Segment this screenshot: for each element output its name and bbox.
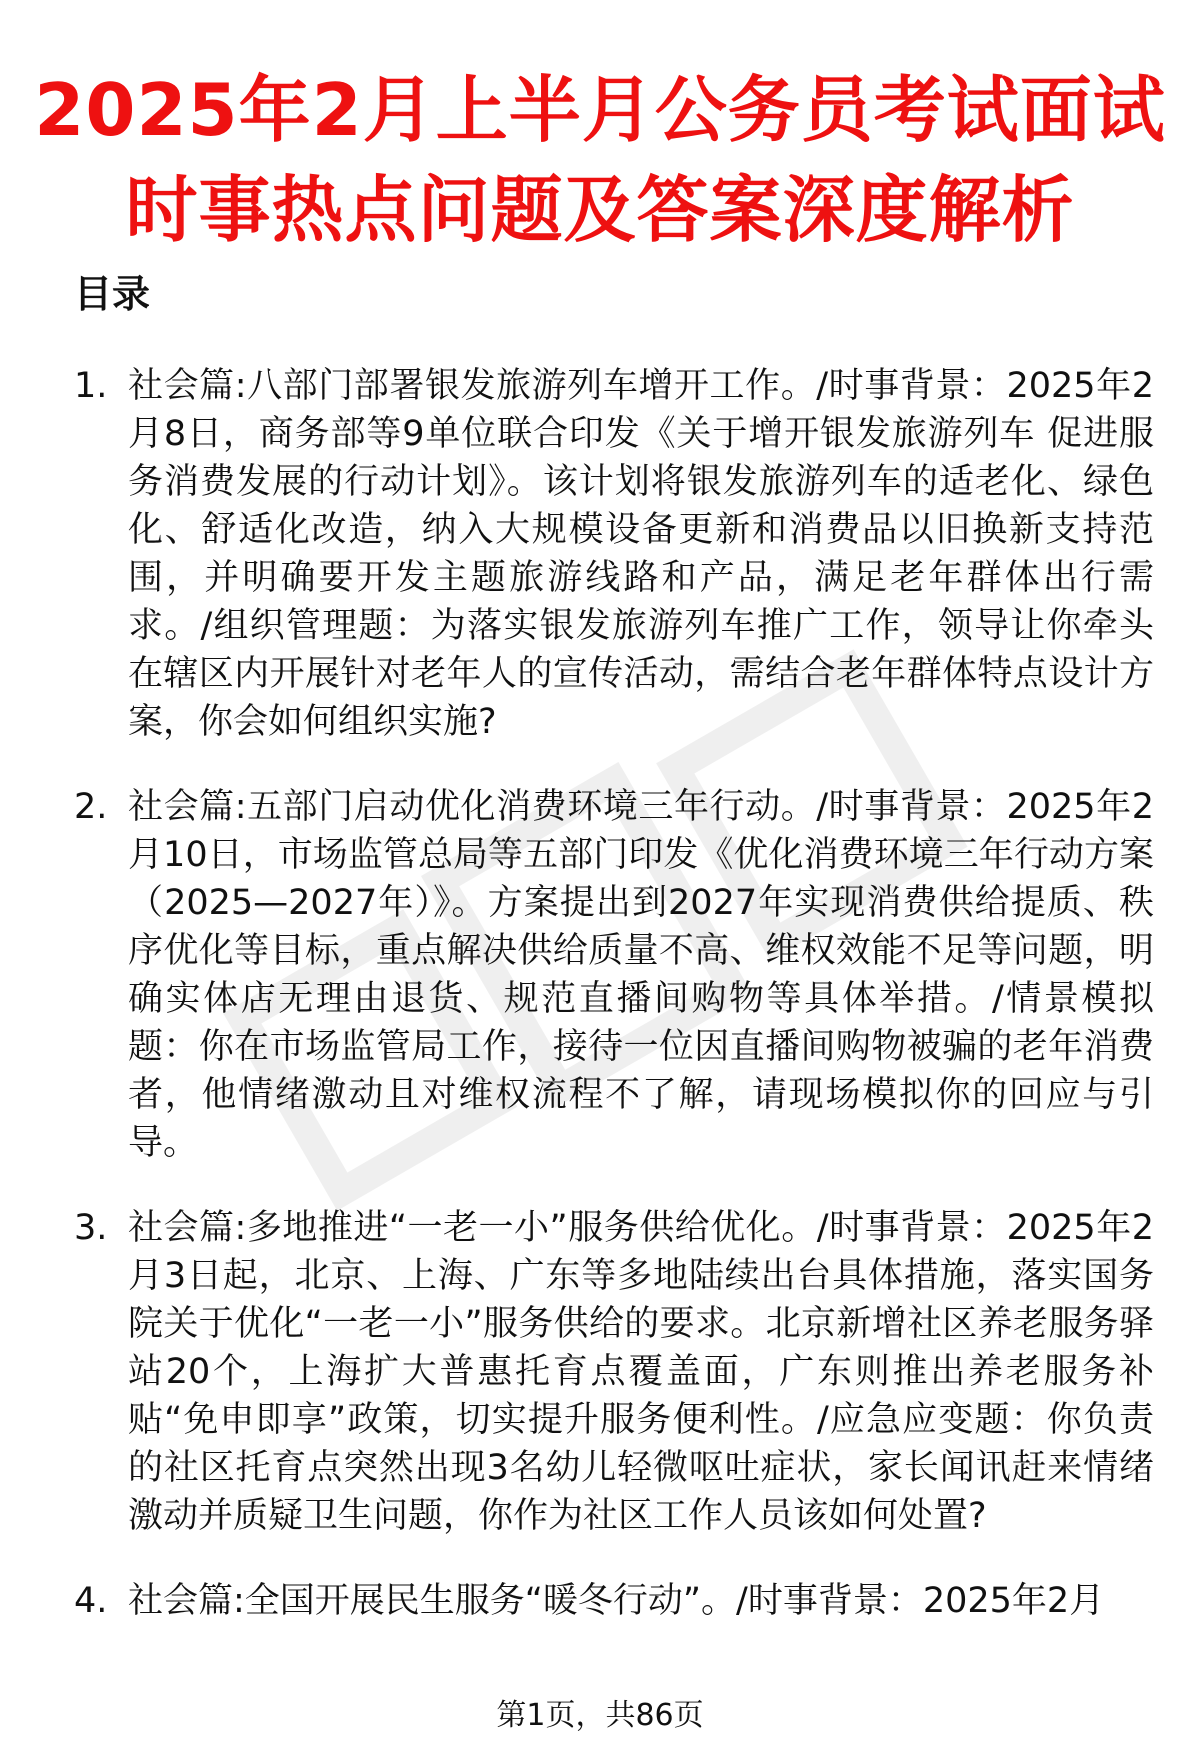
item-text: 社会篇:八部门部署银发旅游列车增开工作。/时事背景：2025年2月8日，商务部等9单位联合印发《关于增开银发旅游列车 促进服务消费发展的行动计划》。该计划将银发旅游列车的适老化、绿色化、舒适化改造，纳入大规模设备更新和消费品以旧换新支持范围，并明确要开发主题旅游线路和产品，满足老年群体出行需求。/组织管理题：为落实银发旅游列车推广工作，领导让你牵头在辖区内开展针对老年人的宣传活动，需结合老年群体特点设计方案，你会如何组织实施? <box>128 366 1154 742</box>
toc-list <box>74 362 1154 1662</box>
list-item <box>74 783 1154 1167</box>
document-title <box>0 60 1200 260</box>
page-footer: 第1页，共86页 <box>0 1697 1200 1755</box>
item-text: 社会篇:多地推进“一老一小”服务供给优化。/时事背景：2025年2月3日起，北京、上海、广东等多地陆续出台具体措施，落实国务院关于优化“一老一小”服务供给的要求。北京新增社区养老服务驿站20个，上海扩大普惠托育点覆盖面，广东则推出养老服务补贴“免申即享”政策，切实提升服务便利性。/应急应变题：你负责的社区托育点突然出现3名幼儿轻微呕吐症状，家长闻讯赶来情绪激动并质疑卫生问题，你作为社区工作人员该如何处置? <box>128 1208 1154 1536</box>
item-text: 社会篇:五部门启动优化消费环境三年行动。/时事背景：2025年2月10日，市场监管总局等五部门印发《优化消费环境三年行动方案（2025—2027年）》。方案提出到2027年实现消费供给提质、秩序优化等目标，重点解决供给质量不高、维权效能不足等问题，明确实体店无理由退货、规范直播间购物等具体举措。/情景模拟题：你在市场监管局工作，接待一位因直播间购物被骗的老年消费者，他情绪激动且对维权流程不了解，请现场模拟你的回应与引导。 <box>128 787 1154 1163</box>
list-item <box>74 362 1154 746</box>
title-line-1: 2025年2月上半月公务员考试面试 <box>34 68 1166 152</box>
item-number: 1. <box>74 366 108 406</box>
toc-heading: 目录 <box>74 272 151 316</box>
title-line-2: 时事热点问题及答案深度解析 <box>125 168 1075 252</box>
list-item <box>74 1204 1154 1540</box>
item-number: 2. <box>74 787 108 827</box>
item-number: 3. <box>74 1208 108 1248</box>
item-number: 4. <box>74 1581 108 1621</box>
list-item <box>74 1577 1154 1625</box>
item-text: 社会篇:全国开展民生服务“暖冬行动”。/时事背景：2025年2月 <box>128 1581 1105 1621</box>
